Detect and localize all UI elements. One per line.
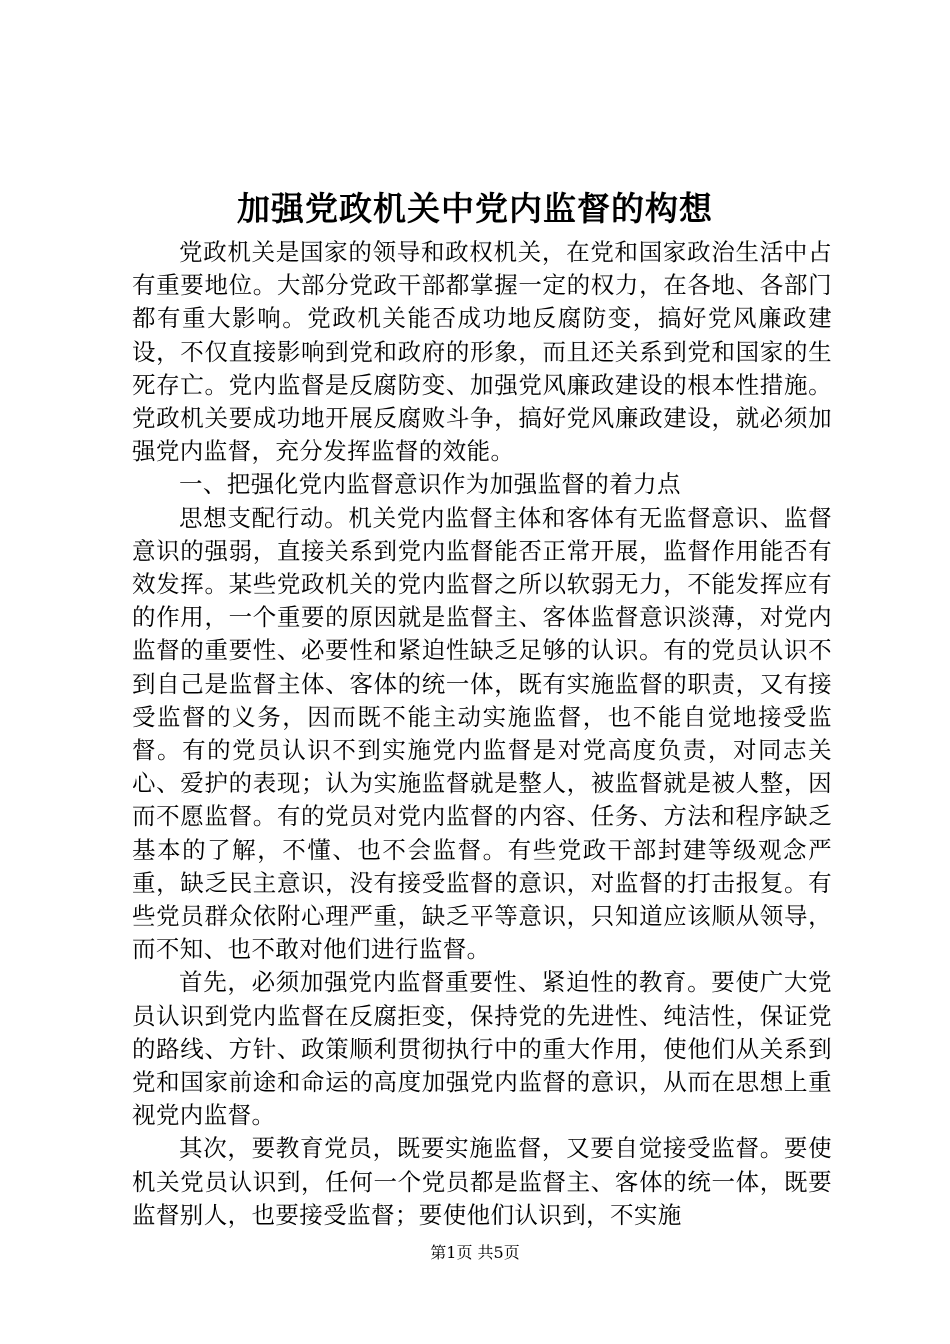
document-title: 加强党政机关中党内监督的构想 [237,189,713,228]
paragraph-second: 其次，要教育党员，既要实施监督，又要自觉接受监督。要使机关党员认识到，任何一个党员都是监督主、客体的统一体，既要监督别人，也要接受监督；要使他们认识到，不实施 [132,1134,832,1229]
page-footer: 第1页 共5页 [430,1243,520,1262]
section-heading-1: 一、把强化党内监督意识作为加强监督的着力点 [179,470,681,499]
paragraph-intro: 党政机关是国家的领导和政权机关，在党和国家政治生活中占有重要地位。大部分党政干部都掌握一定的权力，在各地、各部门都有重大影响。党政机关能否成功地反腐防变，搞好党风廉政建设，不仅直接影响到党和政府的形象，而且还关系到党和国家的生死存亡。党内监督是反腐防变、加强党风廉政建设的根本性措施。党政机关要成功地开展反腐败斗争，搞好党风廉政建设，就必须加强党内监督，充分发挥监督的效能。 [132,238,832,466]
paragraph-thought: 思想支配行动。机关党内监督主体和客体有无监督意识、监督意识的强弱，直接关系到党内监督能否正常开展，监督作用能否有效发挥。某些党政机关的党内监督之所以软弱无力，不能发挥应有的作用，一个重要的原因就是监督主、客体监督意识淡薄，对党内监督的重要性、必要性和紧迫性缺乏足够的认识。有的党员认识不到自己是监督主体、客体的统一体，既有实施监督的职责，又有接受监督的义务，因而既不能主动实施监督，也不能自觉地接受监督。有的党员认识不到实施党内监督是对党高度负责，对同志关心、爱护的表现；认为实施监督就是整人，被监督就是被人整，因而不愿监督。有的党员对党内监督的内容、任务、方法和程序缺乏基本的了解，不懂、也不会监督。有些党政干部封建等级观念严重，缺乏民主意识，没有接受监督的意识，对监督的打击报复。有些党员群众依附心理严重，缺乏平等意识，只知道应该顺从领导，而不知、也不敢对他们进行监督。 [132,503,832,964]
document-body [132,236,832,1232]
paragraph-first: 首先，必须加强党内监督重要性、紧迫性的教育。要使广大党员认识到党内监督在反腐拒变，保持党的先进性、纯洁性，保证党的路线、方针、政策顺利贯彻执行中的重大作用，使他们从关系到党和国家前途和命运的高度加强党内监督的意识，从而在思想上重视党内监督。 [132,968,832,1130]
